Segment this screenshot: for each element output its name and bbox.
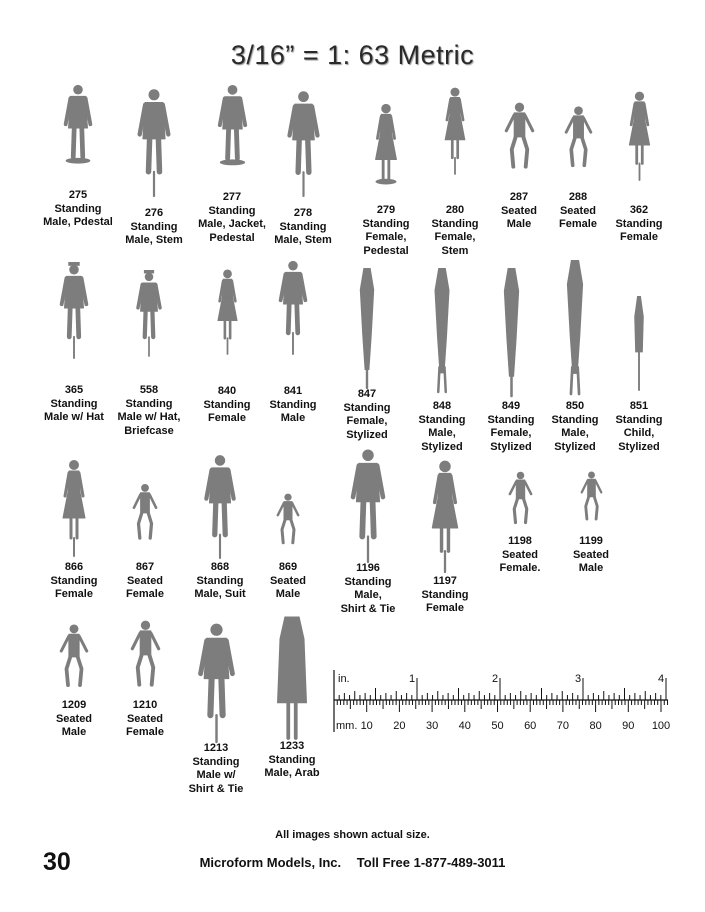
figure-image (132, 86, 176, 196)
figure-item (346, 100, 426, 258)
figure-description-line: Male w/ Hat, (117, 411, 181, 423)
figure-item (599, 88, 679, 245)
figure-description-line: Standing (125, 397, 173, 410)
figure-description-line: Standing (615, 413, 663, 426)
figure-item (551, 468, 631, 576)
mm-mark-label: 20 (393, 720, 406, 732)
figure-image (508, 468, 533, 530)
figure-number: 851 (629, 400, 649, 412)
figure-item (327, 268, 407, 442)
figure-description-line: Briefcase (124, 424, 174, 437)
figure-image (55, 262, 93, 358)
figure-caption (105, 561, 185, 602)
figure-image (59, 82, 97, 178)
figure-description-line: Seated (126, 712, 164, 725)
figure-description-line: Seated (501, 548, 539, 561)
figure-description-line: Male, Jacket, (198, 218, 266, 230)
figure-caption (34, 384, 114, 425)
figure-description-line: Standing (269, 398, 317, 411)
figure-description-line: Standing (203, 398, 251, 411)
figure-item (480, 468, 560, 576)
figure-image (548, 260, 602, 394)
figure-description-line: Female, (434, 231, 476, 243)
figure-description-line: Standing (50, 397, 98, 410)
figure-caption (253, 385, 333, 426)
figure-number: 278 (293, 207, 313, 219)
figure-item (109, 270, 189, 438)
figure-description-line: Standing (268, 753, 316, 766)
figure-caption (192, 191, 272, 245)
figure-caption (551, 535, 631, 576)
mm-mark-label: 90 (622, 720, 635, 732)
figure-caption (105, 699, 185, 740)
figure-description-line: Standing (344, 575, 392, 588)
figure-image (345, 446, 391, 562)
figure-description-line: Seated (559, 204, 597, 217)
figure-description-line: Female. (499, 562, 541, 574)
figure-description-line: Standing (362, 217, 410, 230)
mm-mark-label: 100 (651, 720, 671, 732)
figure-description-line: Male (506, 218, 532, 230)
mm-unit-label: mm. (336, 720, 358, 732)
footer-contact (0, 855, 705, 870)
figure-image (437, 84, 473, 174)
figure-description-line: Standing (50, 574, 98, 587)
phone-number: Toll Free 1-877-489-3011 (356, 855, 506, 870)
figure-caption (34, 561, 114, 602)
page-title: 3/16” = 1: 63 Metric (230, 40, 475, 70)
figure-number: 279 (376, 204, 396, 216)
mm-mark-label: 40 (458, 720, 471, 732)
figure-description-line: Standing (130, 220, 178, 233)
figure-description-line: Female (126, 726, 164, 738)
figure-description-line: Female, (365, 231, 407, 243)
figure-description-line: Stylized (618, 440, 660, 453)
figure-description-line: Standing (279, 220, 327, 233)
figure-number: 277 (222, 191, 242, 203)
mm-mark-label: 70 (556, 720, 570, 732)
figure-item (34, 456, 114, 602)
figure-description-line: Seated (55, 712, 93, 725)
mm-mark-label: 80 (589, 720, 602, 732)
mm-mark-label: 10 (360, 720, 373, 732)
figure-number: 1233 (279, 740, 305, 752)
figure-description-line: Standing (208, 204, 256, 217)
figure-item (263, 88, 343, 248)
inch-unit-label: in. (338, 673, 350, 685)
figure-number: 847 (357, 388, 377, 400)
figure-description-line: Standing (487, 413, 535, 426)
figure-number: 1210 (132, 699, 158, 711)
figure-description-line: Seated (126, 574, 164, 587)
inch-mark-label: 3 (574, 673, 582, 685)
figure-number: 362 (629, 204, 649, 216)
figure-number: 866 (64, 561, 84, 573)
figure-description-line: Male, Stem (274, 234, 332, 246)
figure-image (343, 268, 391, 388)
figure-caption (252, 740, 332, 781)
figure-description-line: Male, (428, 427, 456, 439)
figure-number: 1209 (61, 699, 87, 711)
figure-description-line: Standing (551, 413, 599, 426)
figure-number: 841 (283, 385, 303, 397)
figure-description-line: Standing (54, 202, 102, 215)
figure-number: 276 (144, 207, 164, 219)
figure-description-line: Male, (561, 427, 589, 439)
figure-description-line: Standing (192, 755, 240, 768)
figure-description-line: Male (61, 726, 87, 738)
figure-number: 558 (139, 384, 159, 396)
figure-image (213, 82, 252, 180)
figure-item (192, 82, 272, 245)
figure-image (504, 98, 535, 176)
figure-description-line: Stylized (490, 440, 532, 453)
figure-image (267, 614, 317, 738)
figure-item (34, 620, 114, 740)
figure-number: 869 (278, 561, 298, 573)
figure-number: 1198 (508, 535, 532, 547)
figure-number: 850 (565, 400, 585, 412)
figure-caption (599, 204, 679, 245)
figure-image (130, 616, 161, 694)
figure-item (253, 258, 333, 426)
figure-item (328, 446, 408, 616)
figure-image (59, 620, 89, 694)
figure-image (192, 620, 241, 742)
figure-image (199, 452, 241, 558)
measurement-ruler (332, 668, 672, 736)
figure-image (132, 270, 166, 356)
figure-description-line: Stylized (421, 440, 463, 453)
figure-number: 868 (210, 561, 230, 573)
figure-description-line: Child, (623, 427, 655, 439)
figure-number: 1199 (579, 535, 603, 547)
figure-caption (480, 535, 560, 576)
figure-description-line: Male (280, 412, 306, 424)
figure-image (367, 100, 405, 196)
figure-item (105, 616, 185, 740)
figure-description-line: Male (275, 588, 301, 600)
figure-description-line: Male, Arab (264, 767, 320, 779)
figure-number: 287 (509, 191, 529, 203)
inch-mark-label: 1 (408, 673, 416, 685)
figure-image (274, 258, 312, 354)
figure-description-line: Female (426, 602, 464, 614)
mm-mark-label: 60 (524, 720, 537, 732)
figure-description-line: Pedestal (209, 231, 255, 244)
figure-caption (402, 400, 482, 454)
figure-description-line: Female, (490, 427, 532, 439)
figure-description-line: Female, (346, 415, 388, 427)
figure-number: 1197 (433, 575, 457, 587)
figure-image (564, 102, 593, 174)
figure-number: 288 (568, 191, 588, 203)
figure-description-line: Seated (572, 548, 610, 561)
figure-description-line: Standing (431, 217, 479, 230)
figure-number: 840 (217, 385, 237, 397)
figure-caption (114, 207, 194, 248)
figure-caption (599, 400, 679, 454)
actual-size-note: All images shown actual size. (275, 829, 430, 841)
figure-number: 848 (432, 400, 452, 412)
mm-mark-label: 30 (425, 720, 439, 732)
figure-description-line: Male (578, 562, 604, 574)
figure-number: 1213 (203, 742, 229, 754)
figure-item (38, 82, 118, 230)
figure-description-line: Stylized (554, 440, 596, 453)
figure-item (114, 86, 194, 248)
figure-description-line: Shirt & Tie (188, 782, 244, 795)
figure-image (422, 456, 468, 572)
figure-image (276, 490, 300, 550)
figure-item (405, 456, 485, 616)
figure-image (210, 266, 245, 354)
inch-mark-label: 4 (657, 673, 665, 685)
figure-description-line: Female (55, 588, 93, 600)
figure-number: 365 (64, 384, 84, 396)
figure-description-line: Male, Stem (125, 234, 183, 246)
figure-number: 275 (68, 189, 88, 201)
figure-caption (327, 388, 407, 442)
figure-description-line: Standing (615, 217, 663, 230)
figure-caption (405, 575, 485, 616)
figure-item (248, 490, 328, 602)
figure-caption (109, 384, 189, 438)
figure-caption (34, 699, 114, 740)
figure-description-line: Female (620, 231, 658, 243)
figure-item (402, 268, 482, 454)
figure-description-line: Stylized (346, 428, 388, 441)
figure-description-line: Pedestal (363, 244, 409, 257)
figure-image (282, 88, 325, 196)
figure-number: 867 (135, 561, 155, 573)
figure-caption (263, 207, 343, 248)
figure-description-line: Standing (343, 401, 391, 414)
figure-image (417, 268, 467, 392)
figure-caption (248, 561, 328, 602)
figure-description-line: Male, (354, 589, 382, 601)
figure-image (132, 480, 158, 546)
figure-description-line: Male, Suit (194, 588, 246, 600)
figure-description-line: Male w/ (196, 769, 236, 781)
figure-image (620, 296, 658, 390)
page-number: 30 (43, 848, 71, 876)
inch-mark-label: 2 (491, 673, 499, 685)
figure-item (34, 262, 114, 425)
figure-caption (38, 189, 118, 230)
figure-image (486, 268, 537, 396)
figure-image (54, 456, 94, 556)
figure-caption (176, 742, 256, 796)
figure-description-line: Seated (269, 574, 307, 587)
figure-description-line: Female (208, 412, 246, 424)
mm-mark-label: 50 (491, 720, 504, 732)
figure-number: 280 (445, 204, 465, 216)
figure-item (105, 480, 185, 602)
figure-description-line: Stem (441, 244, 469, 257)
figure-image (580, 468, 603, 526)
figure-item (599, 296, 679, 454)
figure-item (176, 620, 256, 796)
figure-description-line: Seated (500, 204, 538, 217)
figure-item (252, 614, 332, 781)
figure-description-line: Male, Pdestal (43, 216, 113, 228)
figure-description-line: Female (126, 588, 164, 600)
figure-description-line: Standing (418, 413, 466, 426)
figure-description-line: Standing (196, 574, 244, 587)
figure-description-line: Shirt & Tie (340, 602, 396, 615)
figure-number: 1196 (356, 562, 380, 574)
company-name: Microform Models, Inc. (199, 855, 342, 870)
figure-description-line: Male w/ Hat (44, 411, 104, 423)
figure-description-line: Standing (421, 588, 469, 601)
figure-caption (328, 562, 408, 616)
figure-description-line: Female (559, 218, 597, 230)
figure-caption (346, 204, 426, 258)
figure-image (621, 88, 658, 180)
figure-number: 849 (501, 400, 521, 412)
